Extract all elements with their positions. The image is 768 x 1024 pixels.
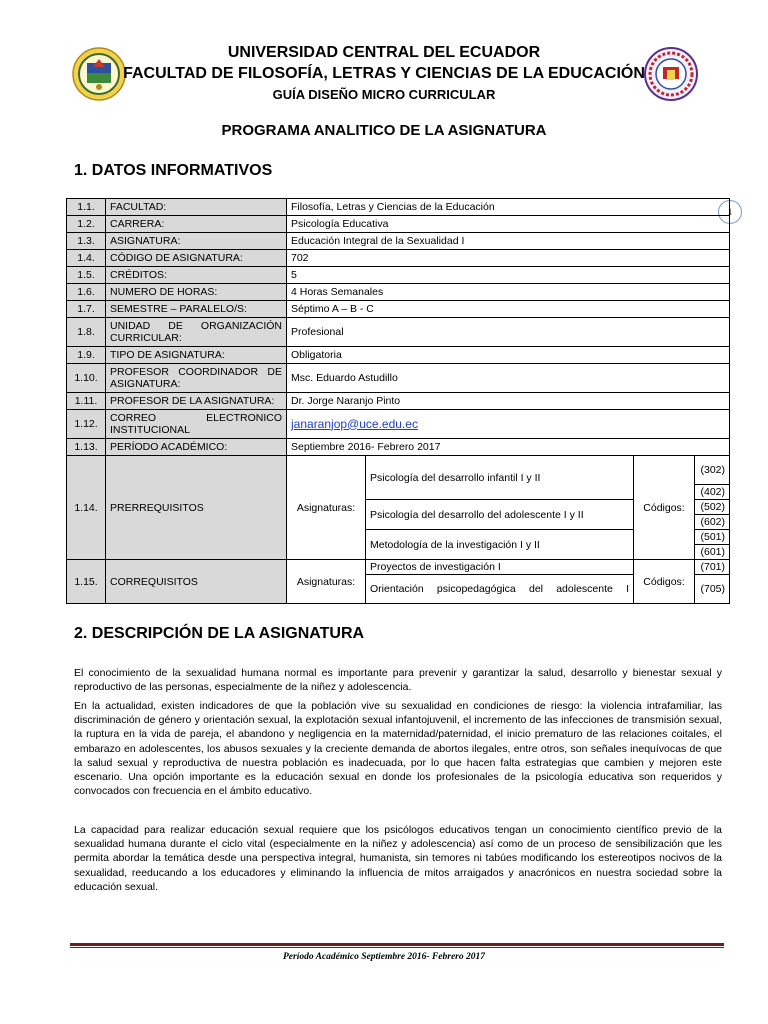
description-paragraph: En la actualidad, existen indicadores de que la población vive su sexualidad en condiciones de riesgo: la violencia intrafamiliar, las discriminación de género y orientación sexual, la explotación sexual infantojuvenil, el incremento de las infecciones de transmisión sexual, la ruptura en la vida de pareja, el abandono y negligencia en la maternidad/paternidad, el inicio prematuro de las relaciones coitales, el embarazo en adolescentes, los abusos sexuales y la creciente demanda de abortos ilegales, entre otros, son señales inequívocas de que la salud sexual y reproductiva de nuestra población es inadecuada, por lo que hacen falta estrategias que cambien y mejoren este escenario. Una opción importante es la educación sexual en donde los profesionales de la psicología educativa son requeridos y convocados con frecuencia en el ámbito educativo. — [74, 700, 722, 798]
email-link[interactable]: janaranjop@uce.edu.ec — [291, 416, 418, 431]
informative-data-table — [66, 198, 730, 604]
page-number-marker: 1 — [718, 200, 742, 224]
row-value: Dr. Jorge Naranjo Pinto — [287, 393, 730, 410]
row-number: 1.7. — [67, 301, 106, 318]
table-row — [67, 393, 730, 410]
row-label: PRERREQUISITOS — [106, 456, 287, 560]
prereq-code: (501) — [695, 530, 730, 545]
prereq-subject: Metodología de la investigación I y II — [366, 530, 634, 560]
table-row — [67, 250, 730, 267]
prereq-code: (502) — [695, 500, 730, 515]
table-row — [67, 410, 730, 439]
section-1-title: 1. DATOS INFORMATIVOS — [74, 162, 273, 179]
prereq-subject: Psicología del desarrollo del adolescente I y II — [366, 500, 634, 530]
row-value: Psicología Educativa — [287, 216, 730, 233]
footer-rule — [70, 943, 724, 946]
table-row — [67, 439, 730, 456]
table-row — [67, 233, 730, 250]
row-label: PERÍODO ACADÉMICO: — [106, 439, 287, 456]
prereq-code: (402) — [695, 485, 730, 500]
row-value: Septiembre 2016- Febrero 2017 — [287, 439, 730, 456]
row-label: UNIDAD DE ORGANIZACIÓN CURRICULAR: — [106, 318, 287, 347]
subjects-label: Asignaturas: — [287, 560, 366, 604]
table-row — [67, 267, 730, 284]
footer-period: Período Académico Septiembre 2016- Febrero 2017 — [282, 952, 486, 962]
row-number: 1.1. — [67, 199, 106, 216]
row-number: 1.13. — [67, 439, 106, 456]
table-row — [67, 560, 730, 575]
row-number: 1.6. — [67, 284, 106, 301]
row-number: 1.2. — [67, 216, 106, 233]
row-label: PROFESOR DE LA ASIGNATURA: — [106, 393, 287, 410]
university-name: UNIVERSIDAD CENTRAL DEL ECUADOR — [227, 44, 541, 61]
row-value: 4 Horas Semanales — [287, 284, 730, 301]
row-number: 1.12. — [67, 410, 106, 439]
row-value — [287, 410, 730, 439]
row-number: 1.4. — [67, 250, 106, 267]
row-label: CRÉDITOS: — [106, 267, 287, 284]
row-label: FACULTAD: — [106, 199, 287, 216]
row-label: PROFESOR COORDINADOR DE ASIGNATURA: — [106, 364, 287, 393]
description-paragraph: La capacidad para realizar educación sexual requiere que los psicólogos educativos tengan un conocimiento científico previo de la sexualidad humana durante el ciclo vital (especialmente en la niñez y adolescencia) así como de un proceso de sensibilización que les permita abordar la temática desde una perspectiva integral, humanista, sin temores ni tabúes modificando los estereotipos nocivos de la sexualidad, reeducando a los educadores y eliminando la influencia de mitos arraigados y anacrónicos en nuestra sociedad sobre la educación sexual. — [74, 824, 722, 893]
coreq-code: (705) — [695, 575, 730, 604]
prereq-subject: Psicología del desarrollo infantil I y II — [366, 456, 634, 500]
row-label: TIPO DE ASIGNATURA: — [106, 347, 287, 364]
prereq-code: (302) — [695, 456, 730, 485]
row-label: CORREQUISITOS — [106, 560, 287, 604]
row-number: 1.3. — [67, 233, 106, 250]
program-title: PROGRAMA ANALITICO DE LA ASIGNATURA — [221, 122, 547, 139]
coreq-subject: Orientación psicopedagógica del adolescente I — [366, 575, 634, 604]
table-row — [67, 318, 730, 347]
row-label: SEMESTRE – PARALELO/S: — [106, 301, 287, 318]
table-row — [67, 301, 730, 318]
row-number: 1.15. — [67, 560, 106, 604]
row-value: Séptimo A – B - C — [287, 301, 730, 318]
table-row — [67, 347, 730, 364]
table-row — [67, 216, 730, 233]
row-label: ASIGNATURA: — [106, 233, 287, 250]
row-number: 1.5. — [67, 267, 106, 284]
row-value: Filosofía, Letras y Ciencias de la Educación — [287, 199, 730, 216]
description-paragraph: El conocimiento de la sexualidad humana normal es importante para prevenir y garantizar la salud, desarrollo y bienestar sexual y reproductivo de las personas, especialmente de la niñez y adolescencia. — [74, 667, 722, 694]
table-row — [67, 364, 730, 393]
section-2-title: 2. DESCRIPCIÓN DE LA ASIGNATURA — [74, 625, 365, 642]
table-row — [67, 199, 730, 216]
row-label: CÓDIGO DE ASIGNATURA: — [106, 250, 287, 267]
row-value: 702 — [287, 250, 730, 267]
codes-label: Códigos: — [634, 560, 695, 604]
row-number: 1.9. — [67, 347, 106, 364]
footer-rule-thin — [70, 947, 724, 948]
row-value: Obligatoria — [287, 347, 730, 364]
row-value: 5 — [287, 267, 730, 284]
guide-title: GUÍA DISEÑO MICRO CURRICULAR — [272, 87, 496, 102]
row-number: 1.10. — [67, 364, 106, 393]
row-label: CARRERA: — [106, 216, 287, 233]
codes-label: Códigos: — [634, 456, 695, 560]
row-value: Educación Integral de la Sexualidad I — [287, 233, 730, 250]
row-number: 1.14. — [67, 456, 106, 560]
row-number: 1.8. — [67, 318, 106, 347]
coreq-code: (701) — [695, 560, 730, 575]
row-value: Profesional — [287, 318, 730, 347]
prereq-code: (602) — [695, 515, 730, 530]
row-number: 1.11. — [67, 393, 106, 410]
prereq-code: (601) — [695, 545, 730, 560]
table-row — [67, 456, 730, 485]
subjects-label: Asignaturas: — [287, 456, 366, 560]
row-value: Msc. Eduardo Astudillo — [287, 364, 730, 393]
coreq-subject: Proyectos de investigación I — [366, 560, 634, 575]
row-label: CORREO ELECTRONICO INSTITUCIONAL — [106, 410, 287, 439]
faculty-name: FACULTAD DE FILOSOFÍA, LETRAS Y CIENCIAS DE LA EDUCACIÓN — [123, 65, 645, 82]
row-label: NUMERO DE HORAS: — [106, 284, 287, 301]
table-row — [67, 284, 730, 301]
